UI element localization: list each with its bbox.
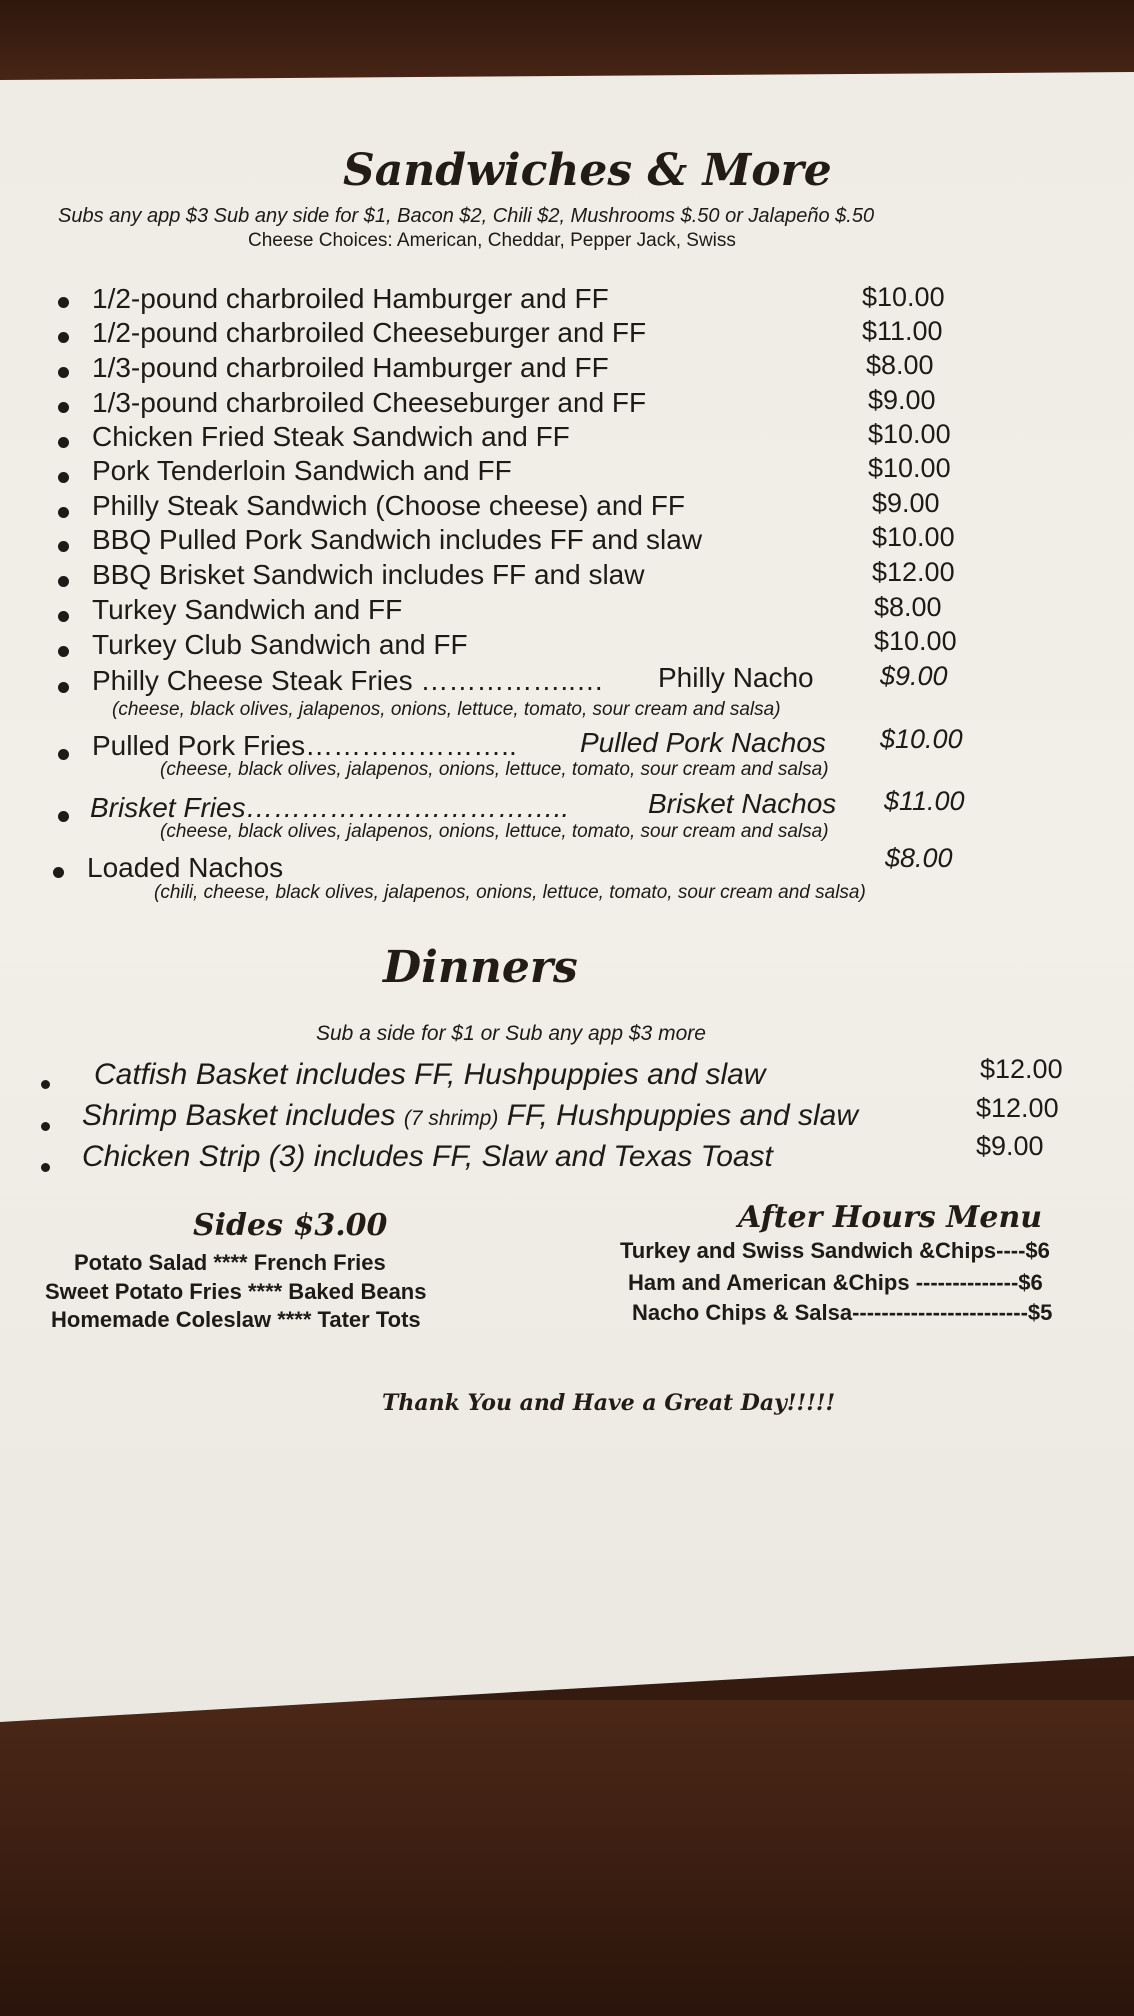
dinners-title: Dinners	[383, 942, 578, 993]
bullet	[58, 367, 69, 378]
bullet	[41, 1163, 50, 1172]
bullet	[58, 611, 69, 622]
after-hours-line: Turkey and Swiss Sandwich &Chips----$6	[620, 1238, 1050, 1263]
menu-item-name: Turkey Sandwich and FF	[92, 594, 403, 625]
fries-item-note: (cheese, black olives, jalapenos, onions, lettuce, tomato, sour cream and salsa)	[112, 699, 781, 720]
dinner-item-name-a: Shrimp Basket includes	[82, 1099, 396, 1132]
nacho-item-name: Philly Nacho	[658, 662, 814, 693]
after-hours-line: Ham and American &Chips --------------$6	[628, 1270, 1043, 1295]
bullet	[58, 811, 69, 822]
footer-thank-you: Thank You and Have a Great Day!!!!!	[382, 1390, 836, 1416]
bullet	[58, 297, 69, 308]
bullet	[58, 332, 69, 343]
menu-item-price: $8.00	[866, 350, 934, 380]
fries-item-name: Brisket Fries……………………………..	[90, 792, 570, 823]
menu-item-name: 1/3-pound charbroiled Cheeseburger and FF	[92, 387, 647, 418]
bullet	[58, 437, 69, 448]
bullet	[58, 507, 69, 518]
bullet	[58, 402, 69, 413]
fries-item-note: (cheese, black olives, jalapenos, onions, lettuce, tomato, sour cream and salsa)	[160, 821, 829, 842]
bullet	[58, 646, 69, 657]
menu-item-price: $12.00	[872, 557, 955, 587]
menu-item-name: 1/2-pound charbroiled Cheeseburger and FF	[92, 317, 647, 348]
bullet	[58, 576, 69, 587]
bullet	[53, 867, 64, 878]
after-hours-line: Nacho Chips & Salsa------------------------$5	[632, 1300, 1053, 1325]
dinners-sub: Sub a side for $1 or Sub any app $3 more	[316, 1022, 706, 1045]
dinner-item-name-b: FF, Hushpuppies and slaw	[506, 1099, 859, 1132]
fries-item-note: (cheese, black olives, jalapenos, onions, lettuce, tomato, sour cream and salsa)	[160, 759, 829, 780]
menu-item-price: $10.00	[874, 626, 957, 656]
after-hours-title: After Hours Menu	[738, 1200, 1043, 1235]
dinner-item-name	[82, 1099, 858, 1133]
nacho-item-name: Pulled Pork Nachos	[580, 727, 826, 758]
cheese-choices: Cheese Choices: American, Cheddar, Pepper Jack, Swiss	[248, 230, 736, 251]
sides-title: Sides $3.00	[193, 1208, 388, 1243]
nacho-item-name: Brisket Nachos	[648, 788, 837, 819]
bullet	[41, 1122, 50, 1131]
dinner-item-name-small: (7 shrimp)	[403, 1107, 499, 1130]
bullet	[58, 472, 69, 483]
bullet	[58, 541, 69, 552]
table-surface-bottom	[0, 1700, 1134, 2016]
menu-item-name: BBQ Pulled Pork Sandwich includes FF and slaw	[92, 524, 703, 555]
fries-item-price: $10.00	[880, 724, 963, 754]
dinner-item-price: $12.00	[980, 1054, 1063, 1084]
menu-item-price: $10.00	[862, 282, 945, 312]
dinner-item-name: Catfish Basket includes FF, Hushpuppies and slaw	[94, 1058, 766, 1091]
menu-item-price: $10.00	[868, 419, 951, 449]
menu-item-price: $8.00	[874, 592, 942, 622]
sides-line: Sweet Potato Fries **** Baked Beans	[45, 1279, 427, 1304]
menu-item-price: $10.00	[868, 453, 951, 483]
sides-line: Homemade Coleslaw **** Tater Tots	[51, 1307, 421, 1332]
dinner-item-name: Chicken Strip (3) includes FF, Slaw and Texas Toast	[82, 1140, 773, 1173]
bullet	[41, 1080, 50, 1089]
menu-item-name: Turkey Club Sandwich and FF	[92, 629, 468, 660]
dinner-item-price: $12.00	[976, 1093, 1059, 1123]
loaded-nachos-price: $8.00	[885, 843, 953, 873]
menu-item-name: Pork Tenderloin Sandwich and FF	[92, 455, 512, 486]
fries-item-name: Pulled Pork Fries…………………..	[92, 730, 517, 761]
bullet	[58, 749, 69, 760]
menu-item-price: $11.00	[862, 316, 943, 346]
menu-item-name: Philly Steak Sandwich (Choose cheese) and FF	[92, 490, 685, 521]
dinner-item-price: $9.00	[976, 1131, 1044, 1161]
sandwiches-title: Sandwiches & More	[343, 145, 832, 196]
fries-item-price: $11.00	[884, 786, 965, 816]
loaded-nachos-name: Loaded Nachos	[87, 852, 284, 883]
menu-item-name: 1/3-pound charbroiled Hamburger and FF	[92, 352, 609, 383]
bullet	[58, 682, 69, 693]
menu-item-price: $9.00	[872, 488, 940, 518]
menu-item-price: $10.00	[872, 522, 955, 552]
loaded-nachos-note: (chili, cheese, black olives, jalapenos, onions, lettuce, tomato, sour cream and salsa)	[154, 882, 866, 903]
menu-item-price: $9.00	[868, 385, 936, 415]
menu-item-name: Chicken Fried Steak Sandwich and FF	[92, 421, 570, 452]
fries-item-price: $9.00	[880, 661, 948, 691]
menu-item-name: BBQ Brisket Sandwich includes FF and slaw	[92, 559, 645, 590]
fries-item-name: Philly Cheese Steak Fries ……………..…	[92, 665, 604, 696]
menu-item-name: 1/2-pound charbroiled Hamburger and FF	[92, 283, 609, 314]
sandwiches-sub-line1: Subs any app $3 Sub any side for $1, Bacon $2, Chili $2, Mushrooms $.50 or Jalapeño $.50	[58, 205, 875, 227]
sides-line: Potato Salad **** French Fries	[74, 1250, 386, 1275]
